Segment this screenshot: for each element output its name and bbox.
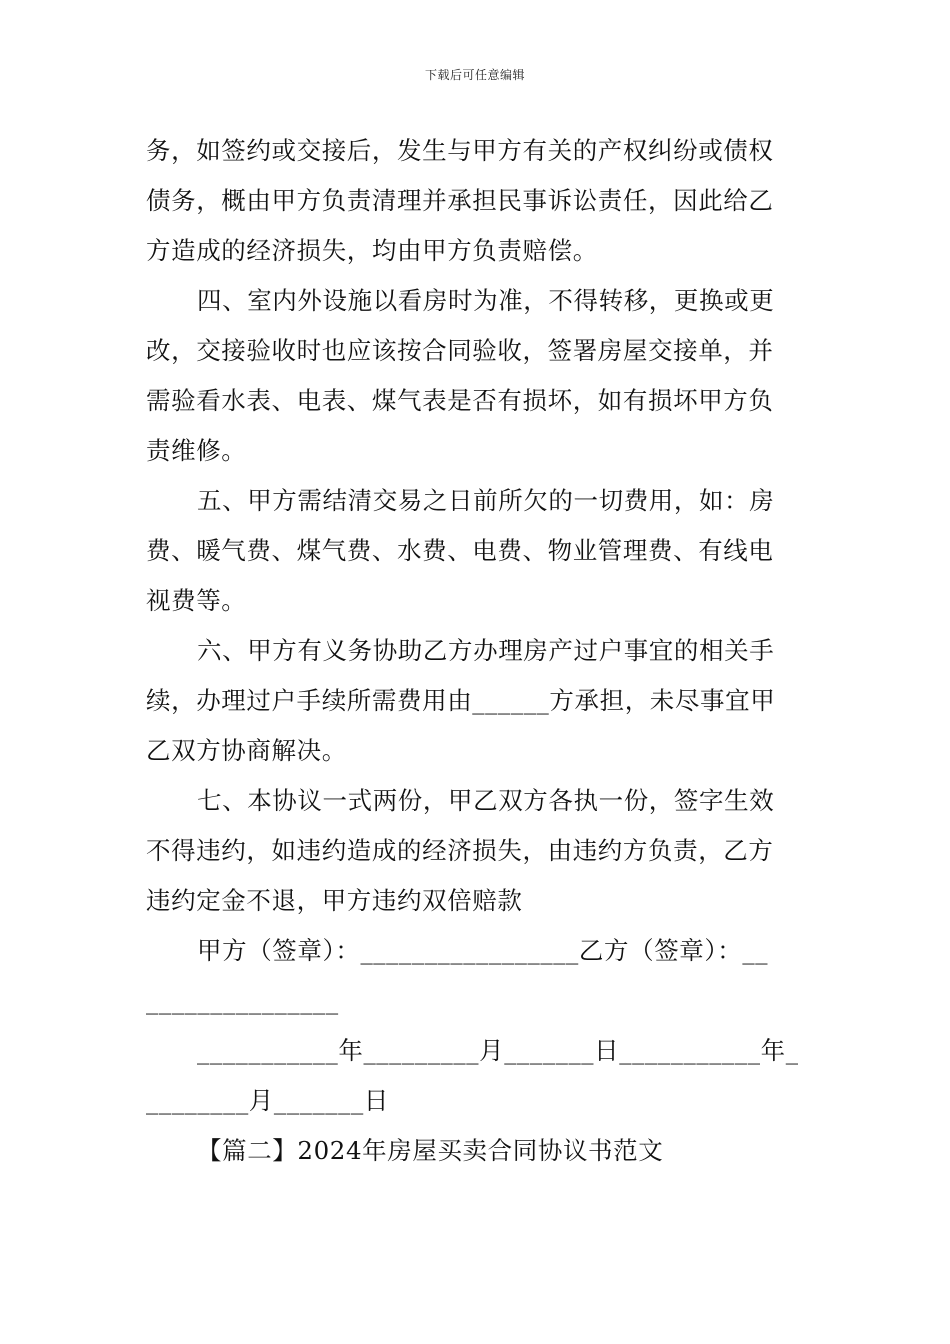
text-line: 债务，概由甲方负责清理并承担民事诉讼责任，因此给乙 bbox=[146, 186, 774, 215]
page-header-note: 下载后可任意编辑 bbox=[424, 68, 525, 82]
text-line: 需验看水表、电表、煤气表是否有损坏，如有损坏甲方负 bbox=[146, 386, 774, 415]
text-line: 乙双方协商解决。 bbox=[146, 736, 347, 765]
date-line-continued: ________月_______日 bbox=[146, 1086, 389, 1115]
date-line: ___________年_________月_______日___________年_ bbox=[197, 1036, 799, 1065]
text-line: 违约定金不退，甲方违约双倍赔款 bbox=[146, 886, 523, 915]
paragraph-6-start: 六、甲方有义务协助乙方办理房产过户事宜的相关手 bbox=[197, 636, 775, 665]
signature-line: 甲方（签章）：_________________乙方（签章）：__ bbox=[197, 936, 769, 965]
text-line: 视费等。 bbox=[146, 586, 247, 615]
paragraph-5-start: 五、甲方需结清交易之日前所欠的一切费用，如：房 bbox=[197, 486, 775, 515]
section-heading: 【篇二】2024年房屋买卖合同协议书范文 bbox=[197, 1136, 664, 1165]
text-line: 方造成的经济损失，均由甲方负责赔偿。 bbox=[146, 236, 598, 265]
text-line: 改，交接验收时也应该按合同验收，签署房屋交接单，并 bbox=[146, 336, 774, 365]
text-line: 责维修。 bbox=[146, 436, 247, 465]
paragraph-4-start: 四、室内外设施以看房时为准，不得转移，更换或更 bbox=[197, 286, 775, 315]
signature-line-continued: _______________ bbox=[146, 986, 339, 1015]
text-line: 不得违约，如违约造成的经济损失，由违约方负责，乙方 bbox=[146, 836, 774, 865]
paragraph-7-start: 七、本协议一式两份，甲乙双方各执一份，签字生效 bbox=[197, 786, 775, 815]
text-line: 续，办理过户手续所需费用由______方承担，未尽事宜甲 bbox=[146, 686, 776, 715]
text-line: 务，如签约或交接后，发生与甲方有关的产权纠纷或债权 bbox=[146, 136, 774, 165]
text-line: 费、暖气费、煤气费、水费、电费、物业管理费、有线电 bbox=[146, 536, 774, 565]
